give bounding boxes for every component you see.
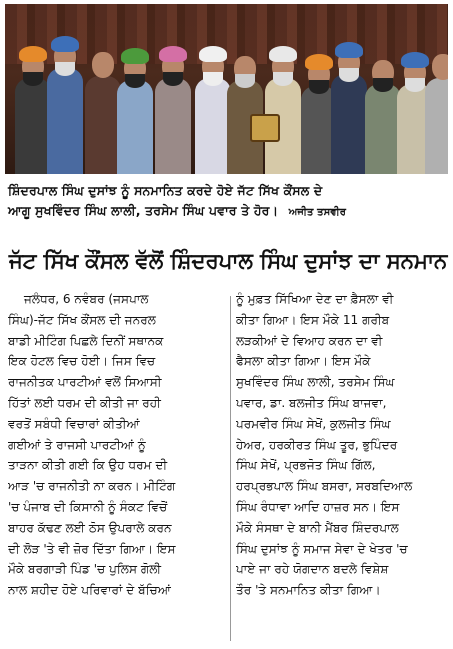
article-line: ਮੌਕੇ ਬਰਗਾੜੀ ਪਿੰਡ 'ਚ ਪੁਲਿਸ ਗੋਲੀ xyxy=(8,562,162,577)
caption-line-1: ਸ਼ਿੰਦਰਪਾਲ ਸਿੰਘ ਦੁਸਾਂਝ ਨੂੰ ਸਨਮਾਨਿਤ ਕਰਦੇ ਹੋਏ ਜੱਟ ਸਿੱਖ ਕੌਂਸਲ ਦੇ xyxy=(8,183,323,198)
article-line: ਪਵਾਰ, ਡਾ. ਬਲਜੀਤ ਸਿੰਘ ਬਾਜਵਾ, xyxy=(236,395,387,410)
photo-person xyxy=(195,44,231,174)
photo-person xyxy=(227,46,263,174)
article-line: ਹਿੱਤਾਂ ਲਈ ਧਰਮ ਦੀ ਕੀਤੀ ਜਾ ਰਹੀ xyxy=(8,395,161,410)
article-headline: ਜੱਟ ਸਿੱਖ ਕੌਂਸਲ ਵੱਲੋਂ ਸ਼ਿੰਦਰਪਾਲ ਸਿੰਘ ਦੁਸਾਂਝ ਦਾ ਸਨਮਾਨ xyxy=(8,249,448,274)
article-line: ਜਲੰਧਰ, 6 ਨਵੰਬਰ (ਜਸਪਾਲ xyxy=(24,292,149,306)
article-line: ਸਿੰਘ)-ਜੱਟ ਸਿੱਖ ਕੌਂਸਲ ਦੀ ਜਨਰਲ xyxy=(8,312,156,327)
article-line: ਬਾਡੀ ਮੀਟਿੰਗ ਪਿਛਲੇ ਦਿਨੀਂ ਸਥਾਨਕ xyxy=(8,333,164,348)
photo-caption xyxy=(8,181,448,223)
article-line: ਇਕ ਹੋਟਲ ਵਿਚ ਹੋਈ। ਜਿਸ ਵਿਚ xyxy=(8,354,156,369)
article-column-right xyxy=(236,289,449,601)
article-line: ਨਾਲ ਸ਼ਹੀਦ ਹੋਏ ਪਰਿਵਾਰਾਂ ਦੇ ਬੱਚਿਆਂ xyxy=(8,583,171,598)
photo-person xyxy=(47,34,83,174)
article-column-left xyxy=(8,289,221,601)
article-line: ਤਾੜਨਾ ਕੀਤੀ ਗਈ ਕਿ ਉਹ ਧਰਮ ਦੀ xyxy=(8,458,168,473)
article-line: ਹੇਅਰ, ਹਰਕੀਰਤ ਸਿੰਘ ਤੂਰ, ਭੁਪਿੰਦਰ xyxy=(236,437,398,452)
article-line: ਸਿੰਘ ਸੇਖੋਂ, ਪ੍ਰਭਜੋਤ ਸਿੰਘ ਗਿੱਲ, xyxy=(236,458,376,473)
photo-credit: ਅਜੀਤ ਤਸਵੀਰ xyxy=(288,207,347,218)
group-photo xyxy=(5,4,448,174)
photo-person xyxy=(425,44,448,174)
article-line: 'ਚ ਪੰਜਾਬ ਦੀ ਕਿਸਾਨੀ ਨੂੰ ਸੰਕਟ ਵਿਚੋਂ xyxy=(8,499,168,514)
article-line: ਮੌਕੇ ਸੰਸਥਾ ਦੇ ਬਾਨੀ ਮੈਂਬਰ ਸ਼ਿੰਦਰਪਾਲ xyxy=(236,520,399,535)
article-line: ਵਰਤੋਂ ਸਬੰਧੀ ਵਿਚਾਰਾਂ ਕੀਤੀਆਂ xyxy=(8,416,140,431)
article-line: ਫੈਸਲਾ ਕੀਤਾ ਗਿਆ। ਇਸ ਮੌਕੇ xyxy=(236,354,371,369)
photo-person xyxy=(117,46,153,174)
article-line: ਸਿੰਘ ਰੰਧਾਵਾ ਆਦਿ ਹਾਜ਼ਰ ਸਨ। ਇਸ xyxy=(236,499,400,514)
article-line: ਤੌਰ 'ਤੇ ਸਨਮਾਨਿਤ ਕੀਤਾ ਗਿਆ। xyxy=(236,583,381,598)
photo-person xyxy=(265,44,301,174)
article-line: ਪਰਮਵੀਰ ਸਿੰਘ ਸੇਖੋਂ, ਕੁਲਜੀਤ ਸਿੰਘ xyxy=(236,416,391,431)
award-plaque-icon xyxy=(250,114,280,142)
caption-line-2: ਆਗੂ ਸੁਖਵਿੰਦਰ ਸਿੰਘ ਲਾਲੀ, ਤਰਸੇਮ ਸਿੰਘ ਪਵਾਰ ਤੇ ਹੋਰ। xyxy=(8,203,279,218)
photo-person xyxy=(365,50,401,174)
article-line: ਕੀਤਾ ਗਿਆ। ਇਸ ਮੌਕੇ 11 ਗਰੀਬ xyxy=(236,312,390,327)
article-line: ਦੀ ਲੋੜ 'ਤੇ ਵੀ ਜ਼ੋਰ ਦਿੱਤਾ ਗਿਆ। ਇਸ xyxy=(8,541,176,556)
photo-person xyxy=(85,42,121,174)
article-line: ਬਾਹਰ ਕੱਢਣ ਲਈ ਠੋਸ ਉਪਰਾਲੇ ਕਰਨ xyxy=(8,520,172,535)
article-line: ਸੁਖਵਿੰਦਰ ਸਿੰਘ ਲਾਲੀ, ਤਰਸੇਮ ਸਿੰਘ xyxy=(236,375,395,390)
article-line: ਹਰਪ੍ਰਭਪਾਲ ਸਿੰਘ ਬਸਰਾ, ਸਰਬਦਿਆਲ xyxy=(236,479,413,494)
photo-person xyxy=(155,44,191,174)
photo-person xyxy=(331,40,367,174)
article-line: ਪਾਏ ਜਾ ਰਹੇ ਯੋਗਦਾਨ ਬਦਲੇ ਵਿਸ਼ੇਸ਼ xyxy=(236,562,389,577)
article-line: ਰਾਜਨੀਤਕ ਪਾਰਟੀਆਂ ਵਲੋਂ ਸਿਆਸੀ xyxy=(8,375,162,390)
column-divider xyxy=(230,296,231,641)
article-line: ਆੜ 'ਚ ਰਾਜਨੀਤੀ ਨਾ ਕਰਨ। ਮੀਟਿੰਗ xyxy=(8,479,176,494)
article-line: ਗਈਆਂ ਤੇ ਰਾਜਸੀ ਪਾਰਟੀਆਂ ਨੂੰ xyxy=(8,437,146,452)
photo-person xyxy=(15,44,51,174)
article-line: ਲੜਕੀਆਂ ਦੇ ਵਿਆਹ ਕਰਨ ਦਾ ਵੀ xyxy=(236,333,383,348)
article-line: ਸਿੰਘ ਦੁਸਾਂਝ ਨੂੰ ਸਮਾਜ ਸੇਵਾ ਦੇ ਖੇਤਰ 'ਚ xyxy=(236,541,408,556)
article-line: ਨੂੰ ਮੁਫ਼ਤ ਸਿੱਖਿਆ ਦੇਣ ਦਾ ਫ਼ੈਸਲਾ ਵੀ xyxy=(236,292,394,306)
